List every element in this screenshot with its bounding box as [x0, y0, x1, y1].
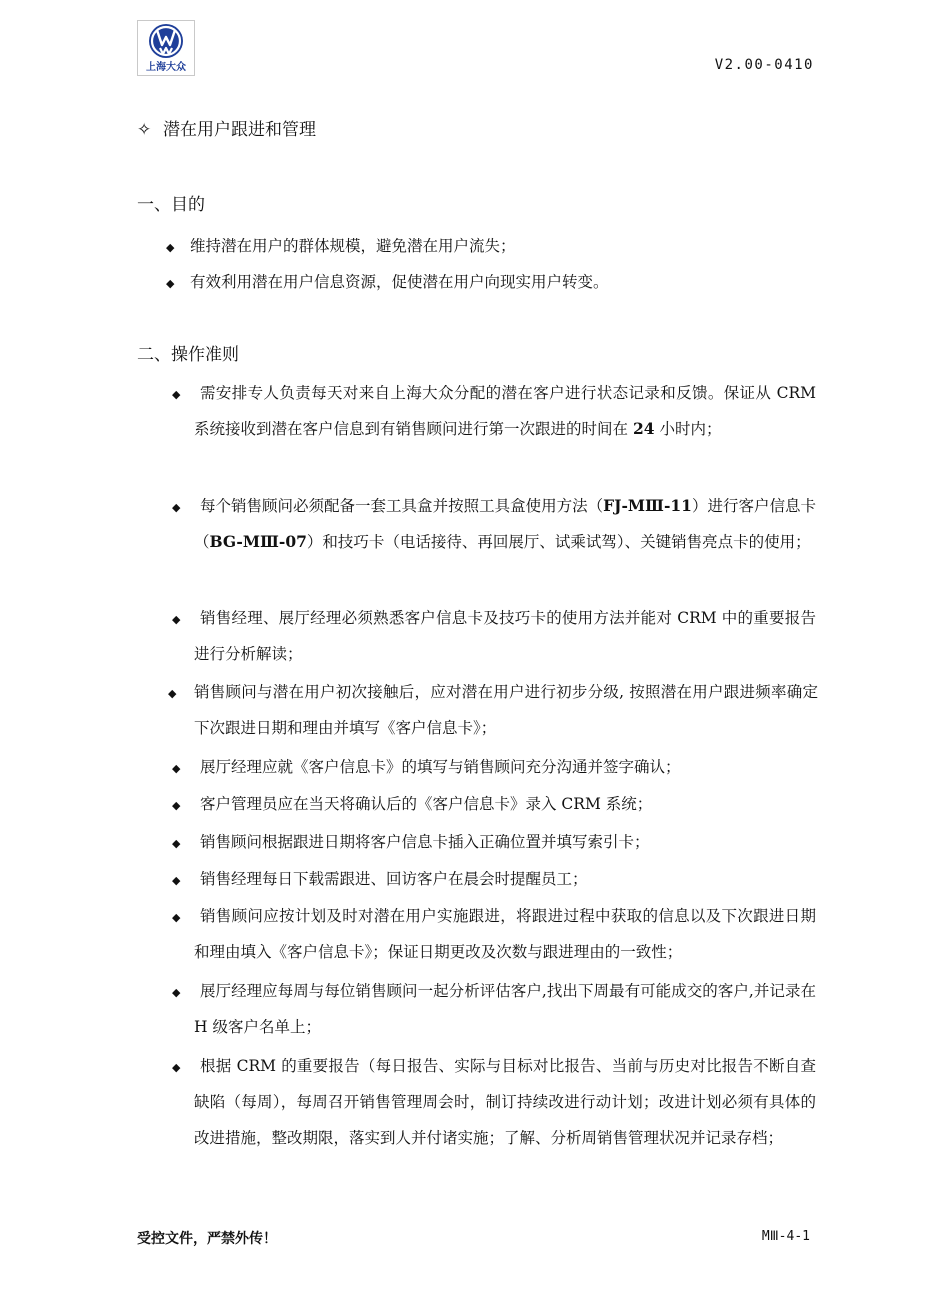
document-version: V2.00-0410: [714, 57, 814, 73]
list-item: ◆ 销售经理、展厅经理必须熟悉客户信息卡及技巧卡的使用方法并能对 CRM 中的重要报告进行分析解读；: [194, 600, 816, 672]
list-item: ◆ 有效利用潜在用户信息资源，促使潜在用户向现实用户转变。: [190, 264, 820, 300]
document-title-text: 潜在用户跟进和管理: [163, 120, 316, 140]
list-item: ◆ 展厅经理应每周与每位销售顾问一起分析评估客户,找出下周最有可能成交的客户,并记录在 H 级客户名单上；: [194, 973, 816, 1045]
diamond-bullet-icon: ◆: [172, 799, 181, 812]
sparkle-icon: ✧: [137, 120, 152, 140]
diamond-bullet-icon: ◆: [172, 874, 181, 887]
confidential-notice: 受控文件，严禁外传！: [137, 1231, 277, 1247]
page-code: MⅢ-4-1: [761, 1229, 810, 1244]
diamond-bullet-icon: ◆: [172, 911, 181, 924]
diamond-bullet-icon: ◆: [172, 613, 181, 626]
list-item: ◆ 根据 CRM 的重要报告（每日报告、实际与目标对比报告、当前与历史对比报告不断自查缺陷（每周），每周召开销售管理周会时，制订持续改进行动计划；改进计划必须有具体的改进措施，整改期限，落实到人并付诸实施；了解、分析周销售管理状况并记录存档；: [194, 1048, 816, 1156]
diamond-bullet-icon: ◆: [166, 241, 175, 254]
diamond-bullet-icon: ◆: [172, 837, 181, 850]
diamond-bullet-icon: ◆: [168, 687, 177, 700]
diamond-bullet-icon: ◆: [166, 277, 175, 290]
diamond-bullet-icon: ◆: [172, 762, 181, 775]
list-item: ◆ 销售经理每日下载需跟进、回访客户在晨会时提醒员工；: [194, 861, 816, 897]
list-item: ◆ 销售顾问与潜在用户初次接触后，应对潜在用户进行初步分级, 按照潜在用户跟进频率确定下次跟进日期和理由并填写《客户信息卡》；: [194, 674, 818, 746]
list-item: ◆ 维持潜在用户的群体规模，避免潜在用户流失；: [190, 228, 820, 264]
list-item: ◆ 展厅经理应就《客户信息卡》的填写与销售顾问充分沟通并签字确认；: [194, 749, 816, 785]
logo-text: 上海大众: [146, 62, 186, 73]
list-item: ◆ 每个销售顾问必须配备一套工具盒并按照工具盒使用方法（FJ-MⅢ-11）进行客户信息卡（BG-MⅢ-07）和技巧卡（电话接待、再回展厅、试乘试驾）、关键销售亮点卡的使用；: [194, 488, 816, 560]
vw-emblem-icon: [138, 21, 194, 63]
diamond-bullet-icon: ◆: [172, 986, 181, 999]
section-heading-rules: 二、操作准则: [137, 345, 239, 365]
diamond-bullet-icon: ◆: [172, 388, 181, 401]
vw-logo: [137, 20, 195, 76]
list-item: ◆ 客户管理员应在当天将确认后的《客户信息卡》录入 CRM 系统；: [194, 786, 816, 822]
list-item: ◆ 销售顾问根据跟进日期将客户信息卡插入正确位置并填写索引卡；: [194, 824, 816, 860]
document-title: [137, 118, 316, 142]
list-item: ◆ 销售顾问应按计划及时对潜在用户实施跟进，将跟进过程中获取的信息以及下次跟进日期和理由填入《客户信息卡》；保证日期更改及次数与跟进理由的一致性；: [194, 898, 816, 970]
list-item: ◆ 需安排专人负责每天对来自上海大众分配的潜在客户进行状态记录和反馈。保证从 CRM 系统接收到潜在客户信息到有销售顾问进行第一次跟进的时间在 24 小时内；: [194, 375, 816, 447]
diamond-bullet-icon: ◆: [172, 1061, 181, 1074]
section-heading-purpose: 一、目的: [137, 195, 205, 215]
diamond-bullet-icon: ◆: [172, 501, 181, 514]
